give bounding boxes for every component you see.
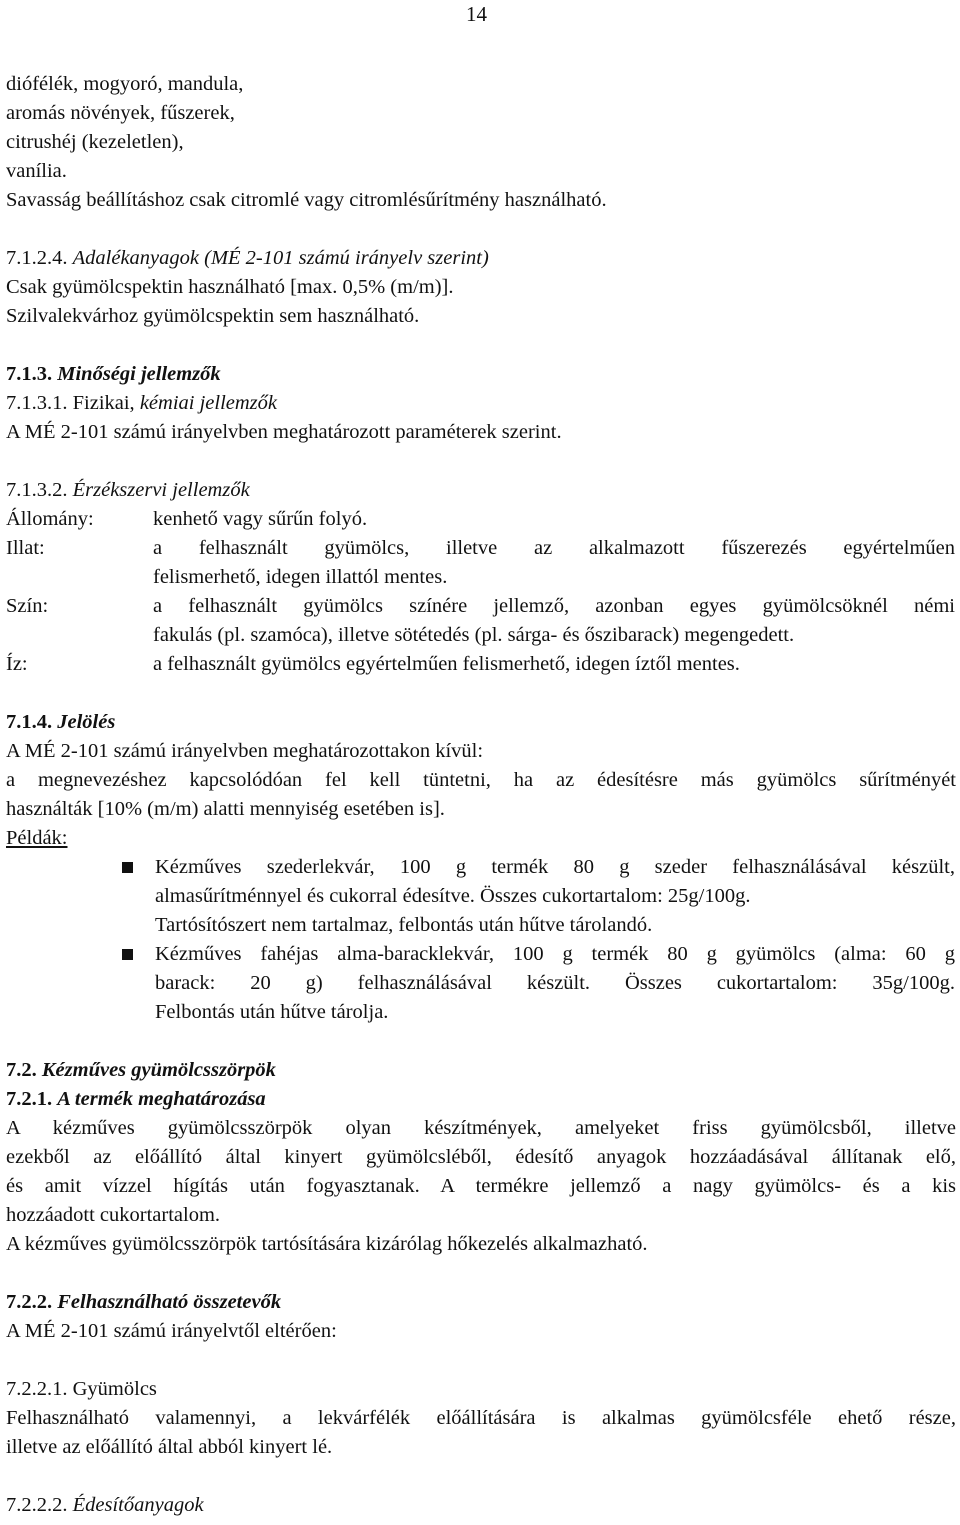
paragraph-line: és amit vízzel hígítás után fogyasztanak. A termékre jellemző a nagy gyümölcs- és a kis — [6, 1175, 956, 1197]
section-heading-7221: 7.2.2.1. Gyümölcs — [6, 1378, 157, 1400]
section-number: 7.1.3.2. — [6, 479, 68, 501]
intro-line: Savasság beállításhoz csak citromlé vagy citromlésűrítmény használható. — [6, 189, 607, 211]
section-heading-722 — [6, 1290, 281, 1314]
paragraph-line: használták [10% (m/m) alatti mennyiség esetében is]. — [6, 798, 445, 820]
intro-line: diófélék, mogyoró, mandula, — [6, 73, 244, 95]
section-heading-7132 — [6, 478, 250, 502]
example-line: Tartósítószert nem tartalmaz, felbontás után hűtve tárolandó. — [155, 914, 653, 936]
example-line: Kézműves fahéjas alma-baracklekvár, 100 g termék 80 g gyümölcs (alma: 60 g — [155, 943, 955, 965]
definition-text: fakulás (pl. szamóca), illetve sötétedés (pl. sárga- és őszibarack) megengedett. — [153, 624, 795, 646]
definition-text: a felhasznált gyümölcs, illetve az alkalmazott fűszerezés egyértelműen — [153, 537, 955, 559]
section-number: 7.2. — [6, 1059, 37, 1081]
section-title: Kézműves gyümölcsszörpök — [41, 1059, 276, 1081]
section-heading-7131 — [6, 391, 277, 415]
section-number: 7.1.4. — [6, 711, 53, 733]
paragraph-line: A MÉ 2-101 számú irányelvtől eltérően: — [6, 1320, 337, 1342]
section-title: Felhasználható összetevők — [57, 1291, 282, 1313]
example-line: barack: 20 g) felhasználásával készült. Összes cukortartalom: 35g/100g. — [155, 972, 955, 994]
section-title: Jelölés — [57, 711, 116, 733]
section-title: A termék meghatározása — [57, 1088, 266, 1110]
section-title-plain: Fizikai, — [72, 392, 135, 414]
definition-text: kenhető vagy sűrűn folyó. — [153, 508, 368, 530]
example-line: almasűrítménnyel és cukorral édesítve. Összes cukortartalom: 25g/100g. — [155, 885, 751, 907]
intro-line: vanília. — [6, 160, 67, 182]
section-heading-7124 — [6, 246, 489, 270]
definition-term: Állomány: — [6, 508, 94, 530]
section-number: 7.2.2.2. — [6, 1494, 68, 1516]
definition-text: a felhasznált gyümölcs színére jellemző, azonban egyes gyümölcsöknél némi — [153, 595, 955, 617]
paragraph-line: A kézműves gyümölcsszörpök tartósítására kizárólag hőkezelés alkalmazható. — [6, 1233, 648, 1255]
definition-text: felismerhető, idegen illattól mentes. — [153, 566, 448, 588]
definition-term: Íz: — [6, 653, 28, 675]
example-line: Felbontás után hűtve tárolja. — [155, 1001, 389, 1023]
paragraph-line: A MÉ 2-101 számú irányelvben meghatározottakon kívül: — [6, 740, 484, 762]
intro-line: aromás növények, fűszerek, — [6, 102, 235, 124]
square-bullet-icon — [122, 862, 133, 873]
section-title: Érzékszervi jellemzők — [72, 479, 250, 501]
paragraph-line: a megnevezéshez kapcsolódóan fel kell tüntetni, ha az édesítésre más gyümölcs sűrítményét — [6, 769, 956, 791]
paragraph-line: Csak gyümölcspektin használható [max. 0,5% (m/m)]. — [6, 276, 454, 298]
section-heading-721 — [6, 1087, 266, 1111]
section-heading-713 — [6, 362, 221, 386]
section-heading-7222 — [6, 1493, 204, 1517]
section-number: 7.2.1. — [6, 1088, 53, 1110]
section-heading-72 — [6, 1058, 276, 1082]
paragraph-line: hozzáadott cukortartalom. — [6, 1204, 221, 1226]
paragraph-line: Szilvalekvárhoz gyümölcspektin sem használható. — [6, 305, 420, 327]
examples-label: Példák: — [6, 827, 68, 849]
paragraph-line: A kézműves gyümölcsszörpök olyan készítmények, amelyeket friss gyümölcsből, illetve — [6, 1117, 956, 1139]
paragraph-line: Felhasználható valamennyi, a lekvárfélék előállítására is alkalmas gyümölcsféle ehető része, — [6, 1407, 956, 1429]
example-line: Kézműves szederlekvár, 100 g termék 80 g szeder felhasználásával készült, — [155, 856, 955, 878]
square-bullet-icon — [122, 949, 133, 960]
definition-term: Illat: — [6, 537, 45, 559]
definition-term: Szín: — [6, 595, 49, 617]
section-title-italic: kémiai jellemzők — [139, 392, 277, 414]
paragraph-line: A MÉ 2-101 számú irányelvben meghatározott paraméterek szerint. — [6, 421, 562, 443]
definition-text: a felhasznált gyümölcs egyértelműen felismerhető, idegen íztől mentes. — [153, 653, 740, 675]
section-title: Édesítőanyagok — [72, 1494, 204, 1516]
section-number: 7.1.3.1. — [6, 392, 68, 414]
paragraph-line: illetve az előállító által abból kinyert lé. — [6, 1436, 333, 1458]
section-number: 7.2.2. — [6, 1291, 53, 1313]
section-title: Adalékanyagok (MÉ 2-101 számú irányelv szerint) — [72, 247, 489, 269]
section-number: 7.1.2.4. — [6, 247, 68, 269]
section-title: Minőségi jellemzők — [57, 363, 221, 385]
section-heading-714 — [6, 710, 115, 734]
intro-line: citrushéj (kezeletlen), — [6, 131, 184, 153]
section-number: 7.1.3. — [6, 363, 53, 385]
paragraph-line: ezekből az előállító által kinyert gyümölcsléből, édesítő anyagok hozzáadásával állítanak elő, — [6, 1146, 956, 1168]
page-number: 14 — [466, 2, 487, 26]
